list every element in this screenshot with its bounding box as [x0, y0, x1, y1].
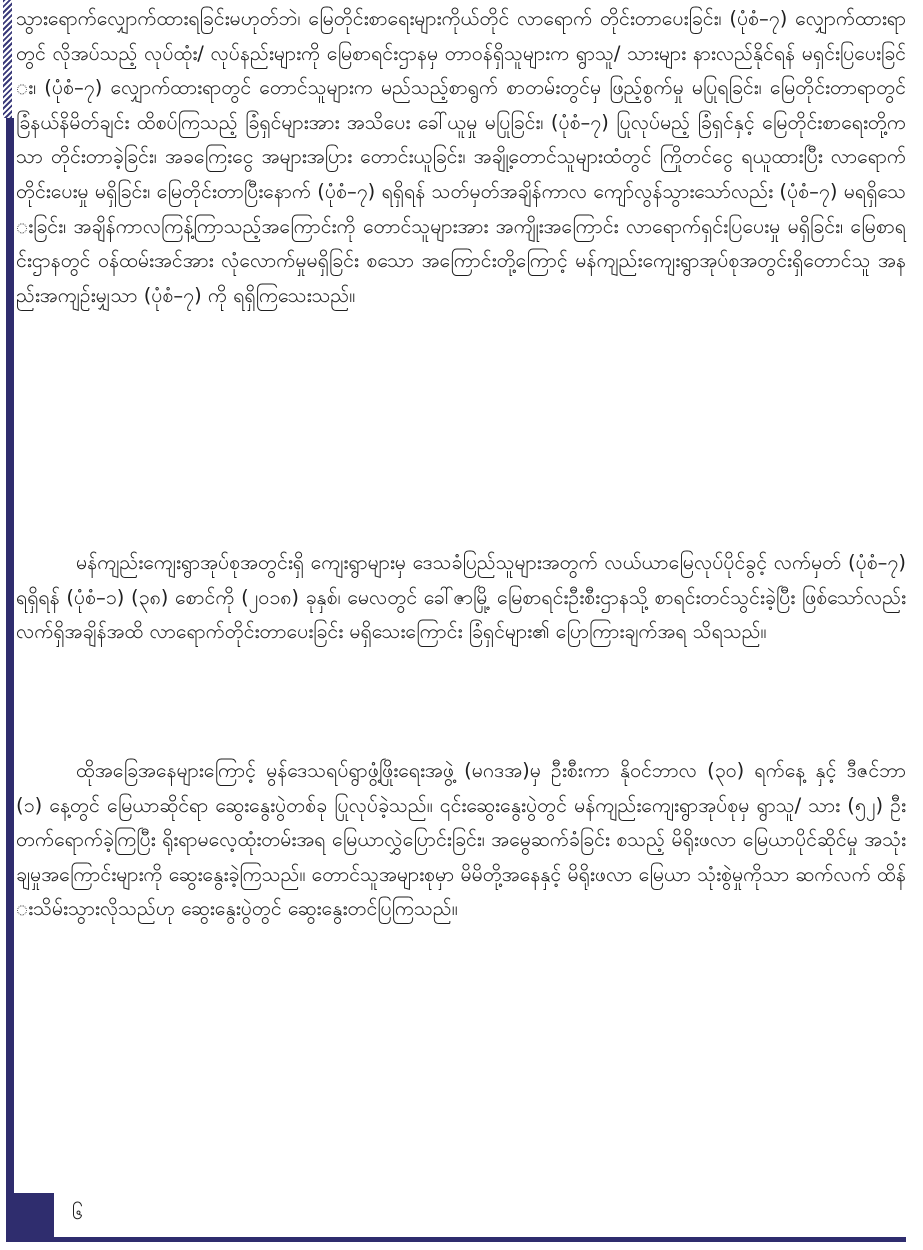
paragraph-1: သွားရောက်လျှောက်ထားရခြင်းမဟုတ်ဘဲ၊ မြေတိုင်းစာရေးများကိုယ်တိုင် လာရောက် တိုင်းတာပေးခြင်း၊ (ပုံစံ–၇) လျှောက်ထားရာတွင် လိုအပ်သည့် လုပ်ထုံး/ လုပ်နည်းများကို မြေစာရင်းဌာနမှ တာဝန်ရှိသူများက ရွာသူ/ သားများ နားလည်နိုင်ရန် မရှင်းပြပေးခြင်း၊ (ပုံစံ–၇) လျှောက်ထားရာတွင် တောင်သူများက မည်သည့်စာရွက် စာတမ်းတွင်မှ ဖြည့်စွက်မှု မပြုရခြင်း၊ မြေတိုင်းတာရာတွင် ခြံနယ်နိမိတ်ချင်း ထိစပ်ကြသည့် ခြံရှင်များအား အသိပေး ခေါ်ယူမှု မပြုခြင်း၊ (ပုံစံ–၇) ပြုလုပ်မည့် ခြံရှင်နှင့် မြေတိုင်းစာရေးတို့ကသာ တိုင်းတာခဲ့ခြင်း၊ အခကြေးငွေ အများအပြား တောင်းယူခြင်း၊ အချို့တောင်သူများထံတွင် ကြိုတင်ငွေ ရယူထားပြီး လာရောက်တိုင်းပေးမှု မရှိခြင်း၊ မြေတိုင်းတာပြီးနောက် (ပုံစံ–၇) ရရှိရန် သတ်မှတ်အချိန်ကာလ ကျော်လွန်သွားသော်လည်း (ပုံစံ–၇) မရရှိသေးခြင်း၊ အချိန်ကာလကြန့်ကြာသည့်အကြောင်းကို တောင်သူများအား အကျိုးအကြောင်း လာရောက်ရှင်းပြပေးမှု မရှိခြင်း၊ မြေစာရင်းဌာနတွင် ဝန်ထမ်းအင်အား လုံလောက်မှုမရှိခြင်း စသော အကြောင်းတို့ကြောင့် မန်ကျည်းကျေးရွာအုပ်စုအတွင်းရှိတောင်သူ အနည်းအကျဉ်းမျှသာ (ပုံစံ–၇) ကို ရရှိကြသေးသည်။: [16, 7, 906, 307]
paragraph-2: မန်ကျည်းကျေးရွာအုပ်စုအတွင်းရှိ ကျေးရွာများမှ ဒေသခံပြည်သူများအတွက် လယ်ယာမြေလုပ်ပိုင်ခွင့် လက်မှတ် (ပုံစံ–၇) ရရှိရန် (ပုံစံ–၁) (၃၈) စောင်ကို (၂၀၁၈) ခုနှစ်၊ မေလတွင် ခေါ်ဇာမြို့ မြေစာရင်းဦးစီးဌာနသို့ စာရင်းတင်သွင်းခဲ့ပြီး ဖြစ်သော်လည်း လက်ရှိအချိန်အထိ လာရောက်တိုင်းတာပေးခြင်း မရှိသေးကြောင်း ခြံရှင်များ၏ ပြောကြားချက်အရ သိရသည်။: [16, 551, 906, 644]
document-body: [16, 2, 906, 1064]
page-number: ၆: [72, 1200, 84, 1224]
left-margin-rule: [6, 118, 14, 1238]
decorative-hatch-bar: [3, 0, 12, 118]
page-number-box: [14, 1193, 54, 1237]
bottom-rule: [6, 1237, 906, 1242]
paragraph-3: ထိုအခြေအနေများကြောင့် မွန်ဒေသရပ်ရွာဖွံ့ဖြိုးရေးအဖွဲ့ (မဂဒအ)မှ ဦးစီးကာ နိုဝင်ဘာလ (၃၀) ရက်နေ့ နှင့် ဒီဇင်ဘာ (၁) နေ့တွင် မြေယာဆိုင်ရာ ဆွေးနွေးပွဲတစ်ခု ပြုလုပ်ခဲ့သည်။ ၎င်းဆွေးနွေးပွဲတွင် မန်ကျည်းကျေးရွာအုပ်စုမှ ရွာသူ/ သား (၅၂) ဦး တက်ရောက်ခဲ့ကြပြီး ရိုးရာမလေ့ထုံးတမ်းအရ မြေယာလွှဲပြောင်းခြင်း၊ အမွေဆက်ခံခြင်း စသည့် မိရိုးဖလာ မြေယာပိုင်ဆိုင်မှု အသုံးချမှုအကြောင်းများကို ဆွေးနွေးခဲ့ကြသည်။ တောင်သူအများစုမှာ မိမိတို့အနေနှင့် မိရိုးဖလာ မြေယာ သုံးစွဲမှုကိုသာ ဆက်လက် ထိန်းသိမ်းသွားလိုသည်ဟု ဆွေးနွေးပွဲတွင် ဆွေးနွေးတင်ပြကြသည်။: [16, 759, 906, 921]
